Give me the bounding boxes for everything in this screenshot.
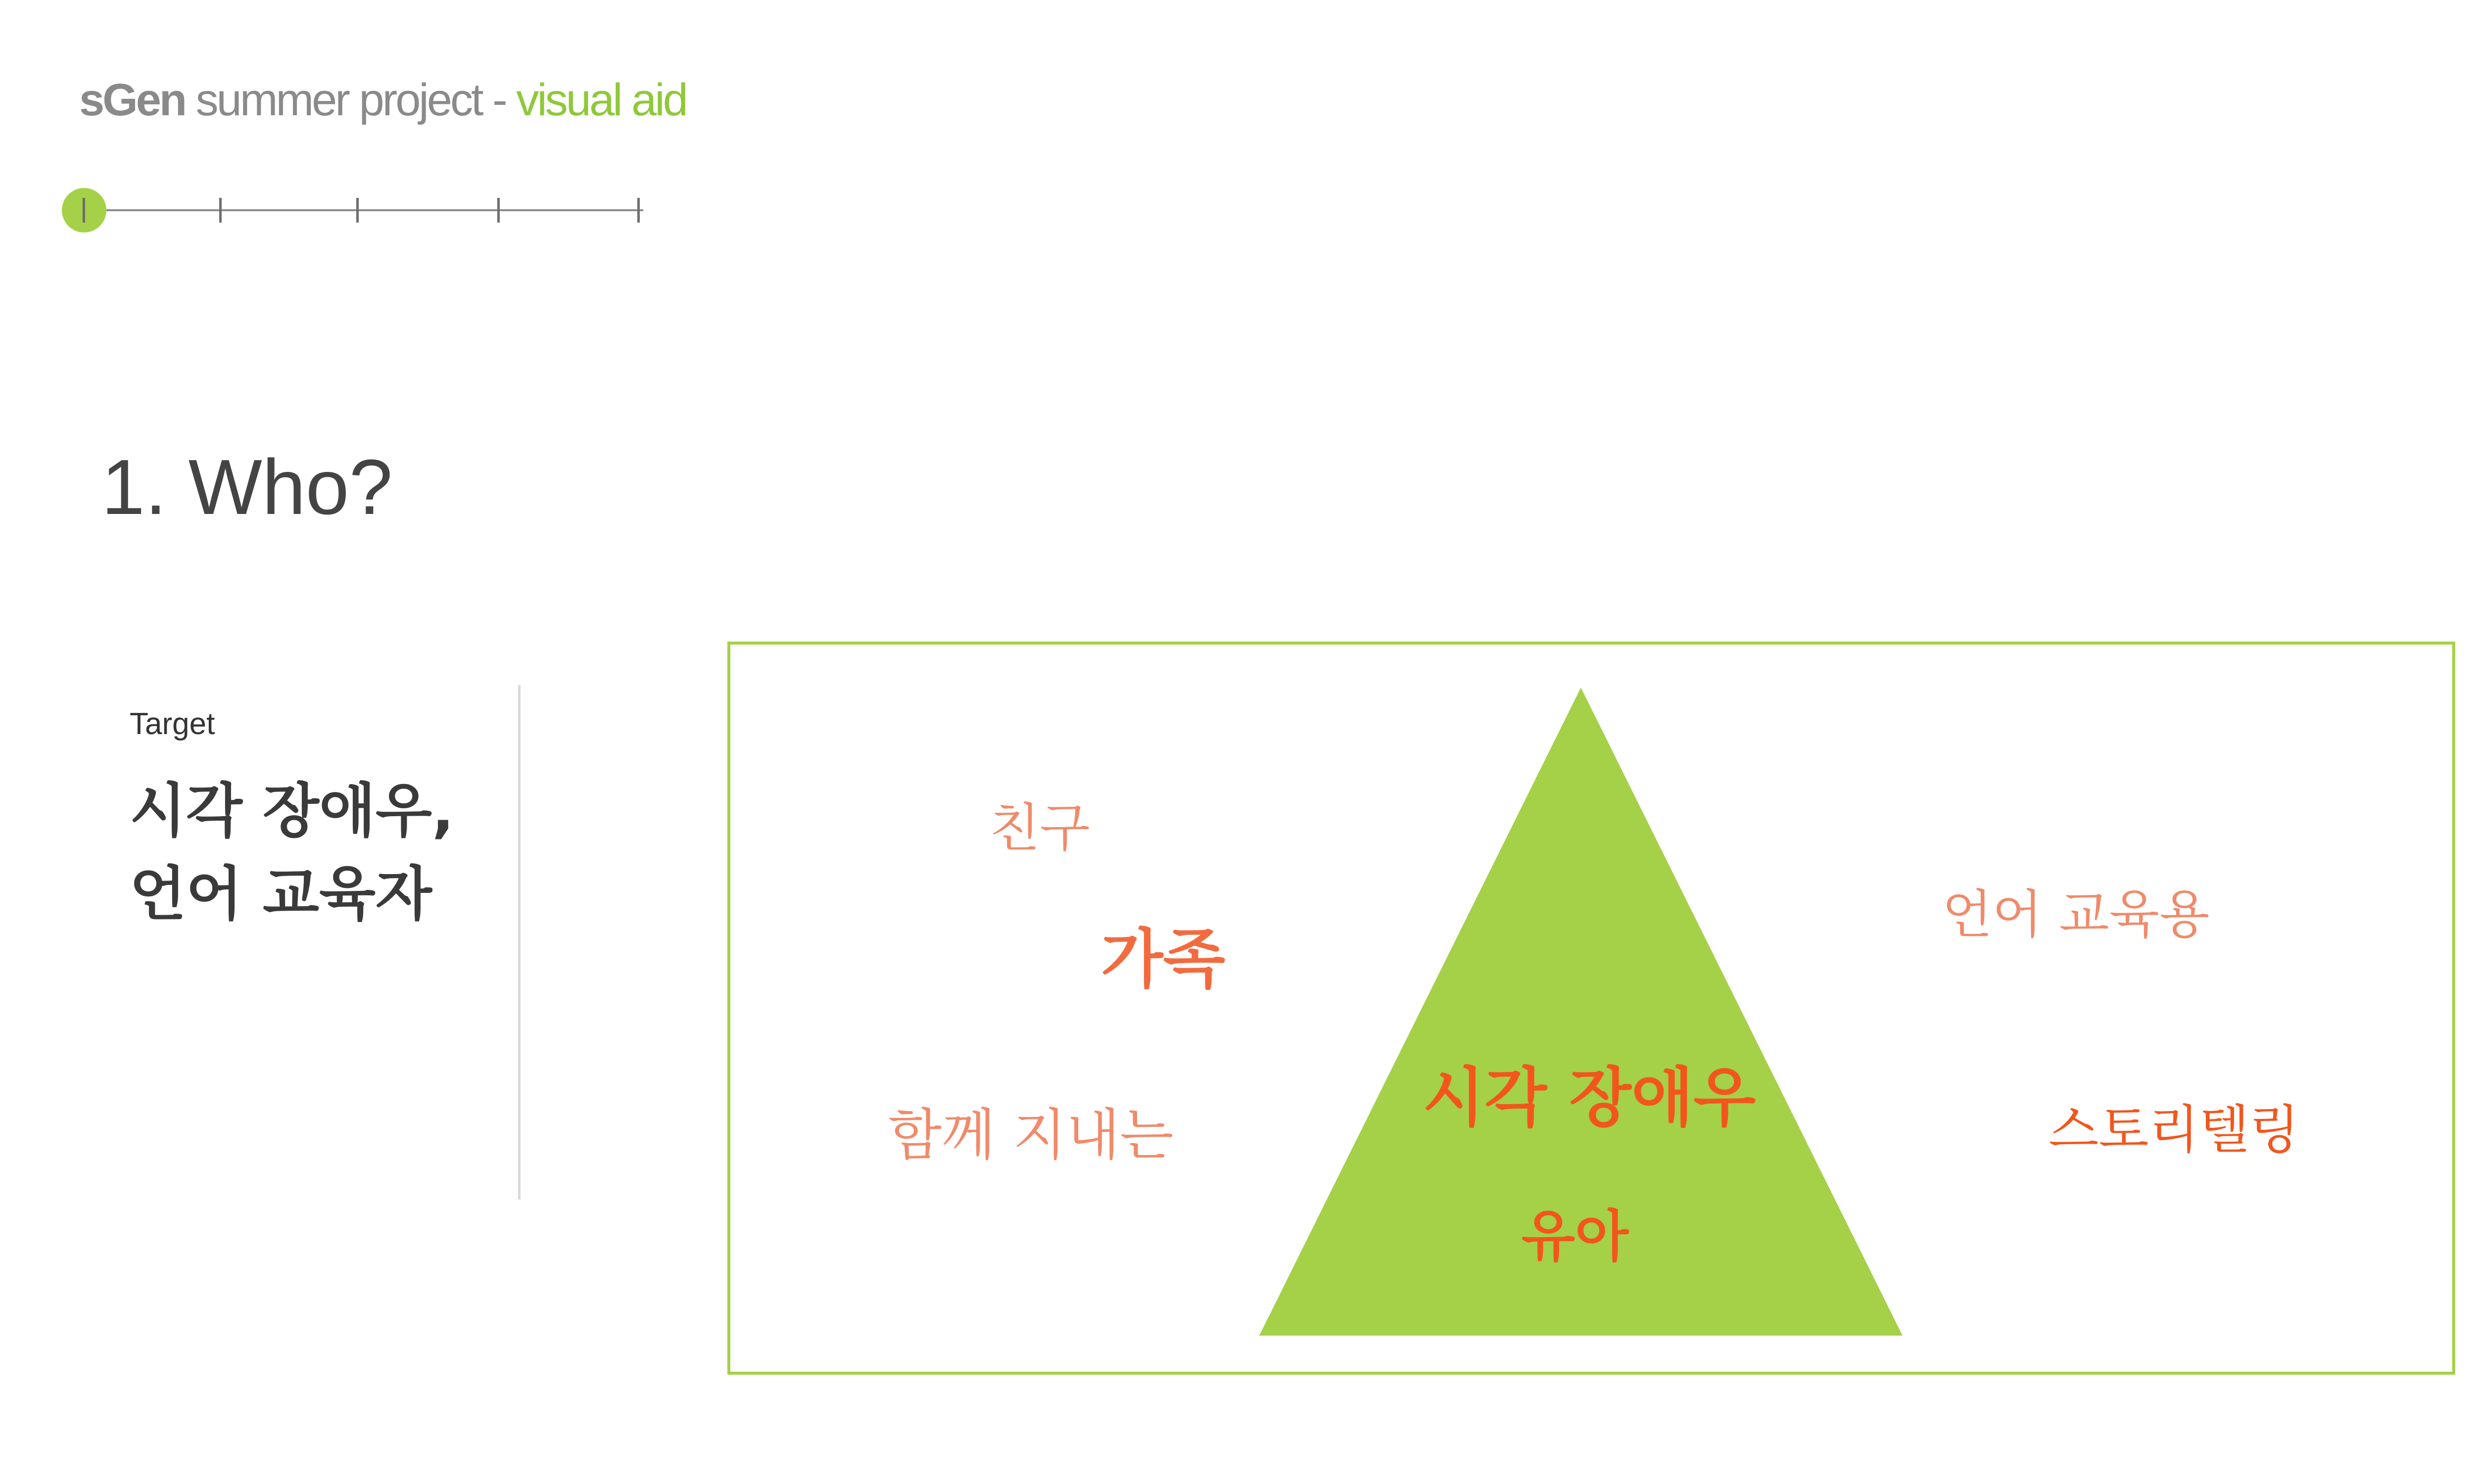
title-separator: - (481, 75, 517, 125)
target-label: Target (130, 707, 215, 741)
progress-track (84, 209, 643, 211)
vertical-divider (518, 685, 521, 1200)
progress-step-2 (219, 198, 222, 223)
progress-current-step (62, 188, 106, 232)
progress-step-1 (83, 198, 85, 223)
brand-name: sGen (79, 75, 186, 125)
word-storytelling: 스토리텔링 (2048, 1100, 2300, 1160)
word-together: 함께 지내는 (888, 1103, 1174, 1167)
word-family: 가족 (1101, 922, 1226, 997)
progress-step-4 (497, 198, 500, 223)
target-description (130, 769, 454, 935)
header-title (79, 74, 686, 126)
triangle-center-label: 시각 장애우 (1423, 1060, 1756, 1135)
target-line-1: 시각 장애우, (130, 777, 454, 845)
target-line-2: 언어 교육자 (130, 860, 432, 928)
progress-indicator (79, 188, 648, 232)
progress-step-3 (356, 198, 359, 223)
project-subtitle: summer project (185, 75, 482, 125)
triangle-sub-label: 유아 (1522, 1205, 1629, 1269)
progress-step-5 (637, 198, 640, 223)
section-accent-label: visual aid (516, 75, 686, 125)
word-language-education: 언어 교육용 (1942, 884, 2210, 945)
section-title: 1. Who? (101, 444, 393, 531)
word-friend: 친구 (990, 798, 1090, 858)
